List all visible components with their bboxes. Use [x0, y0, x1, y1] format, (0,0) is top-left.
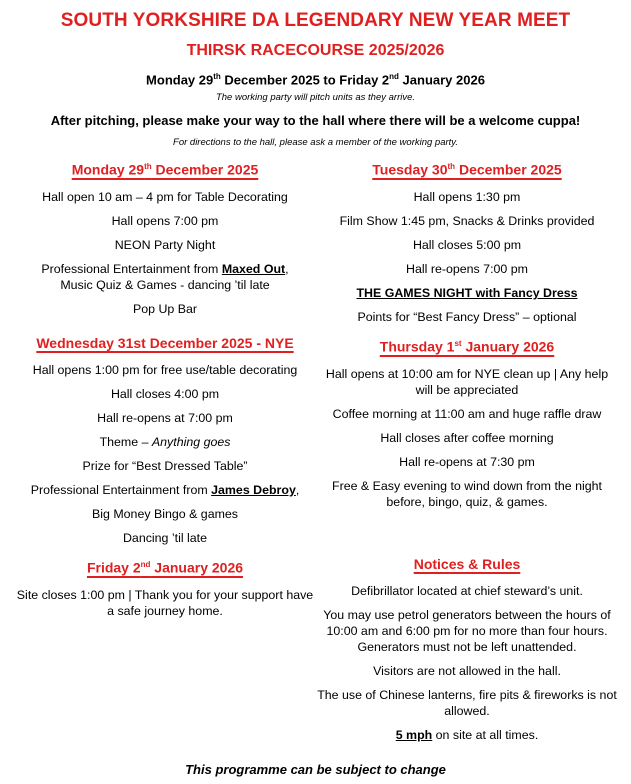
- welcome-cuppa-note: After pitching, please make your way to the hall where there will be a welcome cuppa!: [50, 113, 581, 129]
- monday-neon-party: NEON Party Night: [114, 237, 216, 252]
- wednesday-theme: Theme – Anything goes: [99, 434, 231, 449]
- notice-speed-limit: 5 mph on site at all times.: [395, 727, 539, 742]
- thursday-evening: Free & Easy evening to wind down from the night before, bingo, quiz, & games.: [332, 478, 602, 509]
- tuesday-reopens: Hall re-opens 7:00 pm: [406, 261, 528, 276]
- thursday-section: [316, 335, 618, 554]
- friday-section: [14, 556, 316, 751]
- friday-site-closes: Site closes 1:00 pm | Thank you for your support have a safe journey home.: [16, 587, 314, 618]
- notice-defibrillator: Defibrillator located at chief steward’s unit.: [351, 583, 583, 598]
- tuesday-hall-opens: Hall opens 1:30 pm: [413, 189, 521, 204]
- directions-note: For directions to the hall, please ask a member of the working party.: [173, 137, 458, 149]
- event-dates: Monday 29th December 2025 to Friday 2nd January 2026: [146, 72, 485, 88]
- notices-section: [316, 556, 618, 751]
- schedule-row-1: [14, 158, 618, 333]
- monday-section: [14, 158, 316, 333]
- wednesday-reopens: Hall re-opens at 7:00 pm: [97, 410, 233, 425]
- wednesday-hall-closes: Hall closes 4:00 pm: [110, 386, 220, 401]
- thursday-hall-closes: Hall closes after coffee morning: [380, 430, 554, 445]
- monday-hall-open: Hall open 10 am – 4 pm for Table Decorating: [42, 189, 288, 204]
- notice-lanterns: The use of Chinese lanterns, fire pits & fireworks is not allowed.: [317, 687, 617, 718]
- notices-heading: Notices & Rules: [413, 555, 521, 572]
- tuesday-points: Points for “Best Fancy Dress” – optional: [357, 309, 577, 324]
- notice-visitors: Visitors are not allowed in the hall.: [373, 663, 561, 678]
- thursday-reopens: Hall re-opens at 7:30 pm: [399, 454, 535, 469]
- wednesday-heading: Wednesday 31st December 2025 - NYE: [36, 334, 294, 351]
- wednesday-bingo: Big Money Bingo & games: [91, 506, 238, 521]
- wednesday-prize: Prize for “Best Dressed Table”: [82, 458, 248, 473]
- schedule-row-3: [14, 556, 618, 751]
- tuesday-film-show: Film Show 1:45 pm, Snacks & Drinks provided: [339, 213, 595, 228]
- monday-heading: Monday 29th December 2025: [71, 161, 259, 178]
- wednesday-hall-opens: Hall opens 1:00 pm for free use/table decorating: [32, 362, 298, 377]
- thursday-heading: Thursday 1st January 2026: [379, 338, 555, 355]
- tuesday-games-night: THE GAMES NIGHT with Fancy Dress: [356, 285, 578, 300]
- notice-generators: You may use petrol generators between the hours of 10:00 am and 6:00 pm for no more than four hours. Generators must not be left unattended.: [323, 607, 611, 654]
- wednesday-entertainment: Professional Entertainment from James Debroy,: [30, 482, 300, 497]
- wednesday-section: [14, 335, 316, 554]
- monday-hall-opens: Hall opens 7:00 pm: [111, 213, 219, 228]
- working-party-note: The working party will pitch units as they arrive.: [215, 92, 416, 104]
- friday-heading: Friday 2nd January 2026: [86, 559, 244, 576]
- page-title: SOUTH YORKSHIRE DA LEGENDARY NEW YEAR MEET: [60, 10, 571, 31]
- monday-popup-bar: Pop Up Bar: [132, 301, 198, 316]
- schedule-row-2: [14, 335, 618, 554]
- programme-page: [0, 10, 631, 784]
- wednesday-dancing: Dancing ’til late: [122, 530, 208, 545]
- tuesday-heading: Tuesday 30th December 2025: [372, 161, 562, 178]
- tuesday-section: [316, 158, 618, 333]
- venue-subtitle: THIRSK RACECOURSE 2025/2026: [186, 42, 445, 59]
- thursday-coffee-morning: Coffee morning at 11:00 am and huge raffle draw: [332, 406, 602, 421]
- footer-disclaimer: This programme can be subject to change: [185, 762, 446, 777]
- monday-entertainment: Professional Entertainment from Maxed Out, Music Quiz & Games - dancing ’til late: [41, 261, 289, 292]
- thursday-hall-opens: Hall opens at 10:00 am for NYE clean up | Any help will be appreciated: [325, 366, 609, 397]
- tuesday-hall-closes: Hall closes 5:00 pm: [412, 237, 522, 252]
